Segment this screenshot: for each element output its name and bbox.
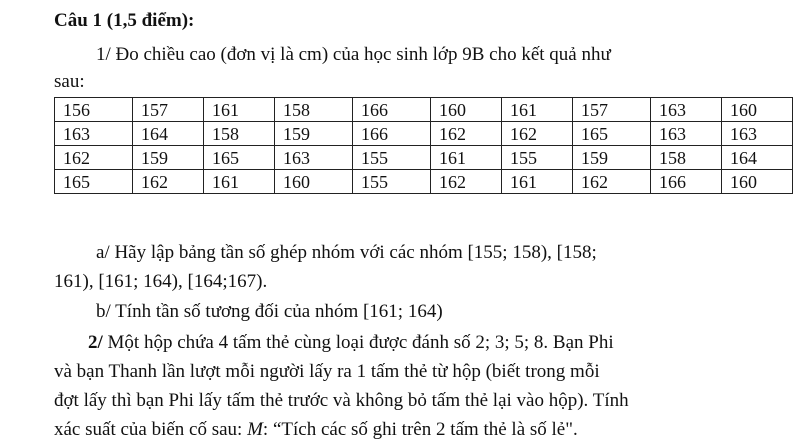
table-cell: 164 [722, 146, 793, 170]
question-heading: Câu 1 (1,5 điểm): [54, 10, 195, 31]
table-cell: 158 [204, 122, 275, 146]
table-cell: 161 [431, 146, 502, 170]
table-cell: 160 [275, 170, 353, 194]
table-cell: 156 [55, 98, 133, 122]
table-cell: 162 [55, 146, 133, 170]
table-row [55, 170, 793, 194]
part2-line1 [88, 331, 614, 355]
table-cell: 157 [133, 98, 204, 122]
table-cell: 161 [204, 98, 275, 122]
table-cell: 162 [431, 170, 502, 194]
height-data-table-wrapper [54, 97, 793, 194]
table-cell: 166 [353, 122, 431, 146]
table-cell: 159 [275, 122, 353, 146]
table-cell: 159 [573, 146, 651, 170]
table-cell: 159 [133, 146, 204, 170]
part2-line4 [54, 418, 578, 442]
table-cell: 165 [204, 146, 275, 170]
table-cell: 163 [651, 98, 722, 122]
table-cell: 158 [275, 98, 353, 122]
table-cell: 161 [502, 98, 573, 122]
table-cell: 166 [651, 170, 722, 194]
table-cell: 166 [353, 98, 431, 122]
part2-line4-prefix: xác suất của biến cố sau: [54, 419, 248, 440]
part2-line2: và bạn Thanh lần lượt mỗi người lấy ra 1 tấm thẻ từ hộp (biết trong mỗi [54, 361, 600, 382]
table-cell: 161 [204, 170, 275, 194]
question-b-line1: b/ Tính tần số tương đối của nhóm [161; 164) [96, 301, 443, 322]
question-a-line1: a/ Hãy lập bảng tần số ghép nhóm với các nhóm [155; 158), [158; [96, 242, 597, 263]
table-cell: 162 [133, 170, 204, 194]
part2-line4-suffix: : “Tích các số ghi trên 2 tấm thẻ là số lẻ". [262, 419, 578, 440]
table-cell: 163 [722, 122, 793, 146]
table-cell: 162 [431, 122, 502, 146]
table-cell: 165 [573, 122, 651, 146]
table-cell: 163 [651, 122, 722, 146]
event-symbol: M [247, 419, 263, 440]
table-cell: 163 [275, 146, 353, 170]
table-cell: 161 [502, 170, 573, 194]
table-cell: 162 [573, 170, 651, 194]
part2-line1-text: Một hộp chứa 4 tấm thẻ cùng loại được đánh số 2; 3; 5; 8. Bạn Phi [102, 332, 614, 353]
part1-intro-line1: 1/ Đo chiều cao (đơn vị là cm) của học sinh lớp 9B cho kết quả như [96, 44, 611, 65]
table-cell: 160 [722, 170, 793, 194]
table-row [55, 146, 793, 170]
table-cell: 160 [722, 98, 793, 122]
part1-intro-line2: sau: [54, 71, 85, 92]
table-cell: 160 [431, 98, 502, 122]
table-cell: 165 [55, 170, 133, 194]
table-cell: 164 [133, 122, 204, 146]
table-cell: 155 [353, 146, 431, 170]
table-row [55, 122, 793, 146]
table-cell: 155 [353, 170, 431, 194]
table-row [55, 98, 793, 122]
table-cell: 158 [651, 146, 722, 170]
table-cell: 162 [502, 122, 573, 146]
height-data-table [54, 97, 793, 194]
table-cell: 155 [502, 146, 573, 170]
question-a-line2: 161), [161; 164), [164;167). [54, 271, 268, 292]
table-cell: 157 [573, 98, 651, 122]
part2-number: 2/ [88, 332, 103, 353]
table-cell: 163 [55, 122, 133, 146]
part2-line3: đợt lấy thì bạn Phi lấy tấm thẻ trước và không bỏ tấm thẻ lại vào hộp). Tính [54, 390, 629, 411]
